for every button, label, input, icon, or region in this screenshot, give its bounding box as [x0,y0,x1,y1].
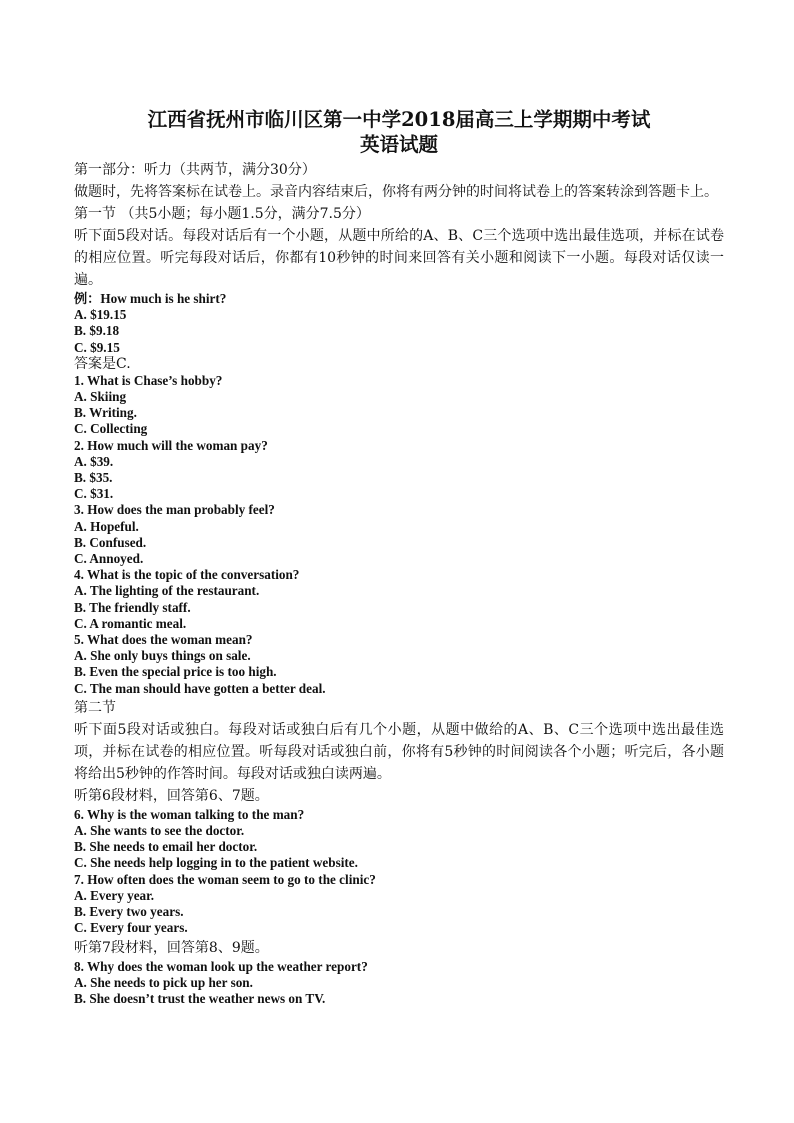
question-text: 8. Why does the woman look up the weather report? [74,958,368,974]
question-2 [74,438,724,503]
section1-instructions: 听下面5段对话。每段对话后有一个小题，从题中所给的A、B、C三个选项中选出最佳选项，并标在试卷的相应位置。听完每段对话后，你都有10秒钟的时间来回答有关小题和阅读下一小题。每段对话仅读一遍。 [74,228,724,288]
option-a: A. $39. [74,453,114,469]
example-question-text: 例：How much is he shirt? [74,291,227,306]
option-c: C. The man should have gotten a better deal. [74,680,326,696]
option-b: B. The friendly staff. [74,599,191,615]
section1-heading: 第一节 （共5小题；每小题1.5分，满分7.5分） [74,206,370,222]
part1-instructions: 做题时，先将答案标在试卷上。录音内容结束后，你将有两分钟的时间将试卷上的答案转涂到答题卡上。 [74,184,718,200]
option-b: B. $35. [74,470,113,486]
question-4 [74,567,724,632]
option-a: A. The lighting of the restaurant. [74,583,260,599]
question-text: 1. What is Chase’s hobby? [74,372,223,388]
part1-heading: 第一部分：听力（共两节，满分30分） [74,162,316,178]
option-a: A. She needs to pick up her son. [74,974,253,990]
page-subtitle: 英语试题 [359,133,438,156]
question-text: 3. How does the man probably feel? [74,502,275,518]
option-b: B. Confused. [74,534,147,550]
question-5 [74,632,724,697]
option-c: C. A romantic meal. [74,615,187,631]
example-answer: 答案是C. [74,355,131,372]
option-c: C. Every four years. [74,920,188,936]
question-text: 6. Why is the woman talking to the man? [74,806,305,822]
option-b: B. Writing. [74,405,137,421]
option-c: C. $31. [74,486,114,502]
option-a: A. Hopeful. [74,518,139,534]
option-a: A. Every year. [74,887,155,903]
question-1 [74,373,724,438]
page-title: 江西省抚州市临川区第一中学2018届高三上学期期中考试 [147,108,651,131]
example-option-a: A. $19.15 [74,307,127,323]
option-b: B. Every two years. [74,904,184,920]
option-a: A. She only buys things on sale. [74,648,251,664]
option-c: C. She needs help logging in to the patient website. [74,855,358,871]
question-3 [74,502,724,567]
question-text: 7. How often does the woman seem to go to the clinic? [74,871,376,887]
question-text: 5. What does the woman mean? [74,632,253,648]
material-7-heading: 听第7段材料，回答第8、9题。 [74,939,269,956]
question-6 [74,807,724,872]
option-b: B. She doesn’t trust the weather news on TV. [74,990,326,1006]
example-option-c: C. $9.15 [74,339,120,355]
option-b: B. Even the special price is too high. [74,664,277,680]
question-text: 2. How much will the woman pay? [74,437,268,453]
option-a: A. Skiing [74,389,127,405]
section2-instructions: 听下面5段对话或独白。每段对话或独白后有几个小题，从题中做给的A、B、C三个选项中选出最佳选项，并标在试卷的相应位置。听每段对话或独白前，你将有5秒钟的时间阅读各个小题；听完后，各小题将给出5秒钟的作答时间。每段对话或独白读两遍。 [74,721,724,782]
option-b: B. She needs to email her doctor. [74,839,258,855]
question-8 [74,959,724,1008]
option-c: C. Collecting [74,421,148,437]
question-text: 4. What is the topic of the conversation? [74,567,300,583]
question-7 [74,872,724,937]
option-a: A. She wants to see the doctor. [74,823,245,839]
option-c: C. Annoyed. [74,551,144,567]
example-question [74,291,724,373]
section2-heading: 第二节 [74,699,116,716]
material-6-heading: 听第6段材料，回答第6、7题。 [74,787,269,804]
example-option-b: B. $9.18 [74,323,120,339]
